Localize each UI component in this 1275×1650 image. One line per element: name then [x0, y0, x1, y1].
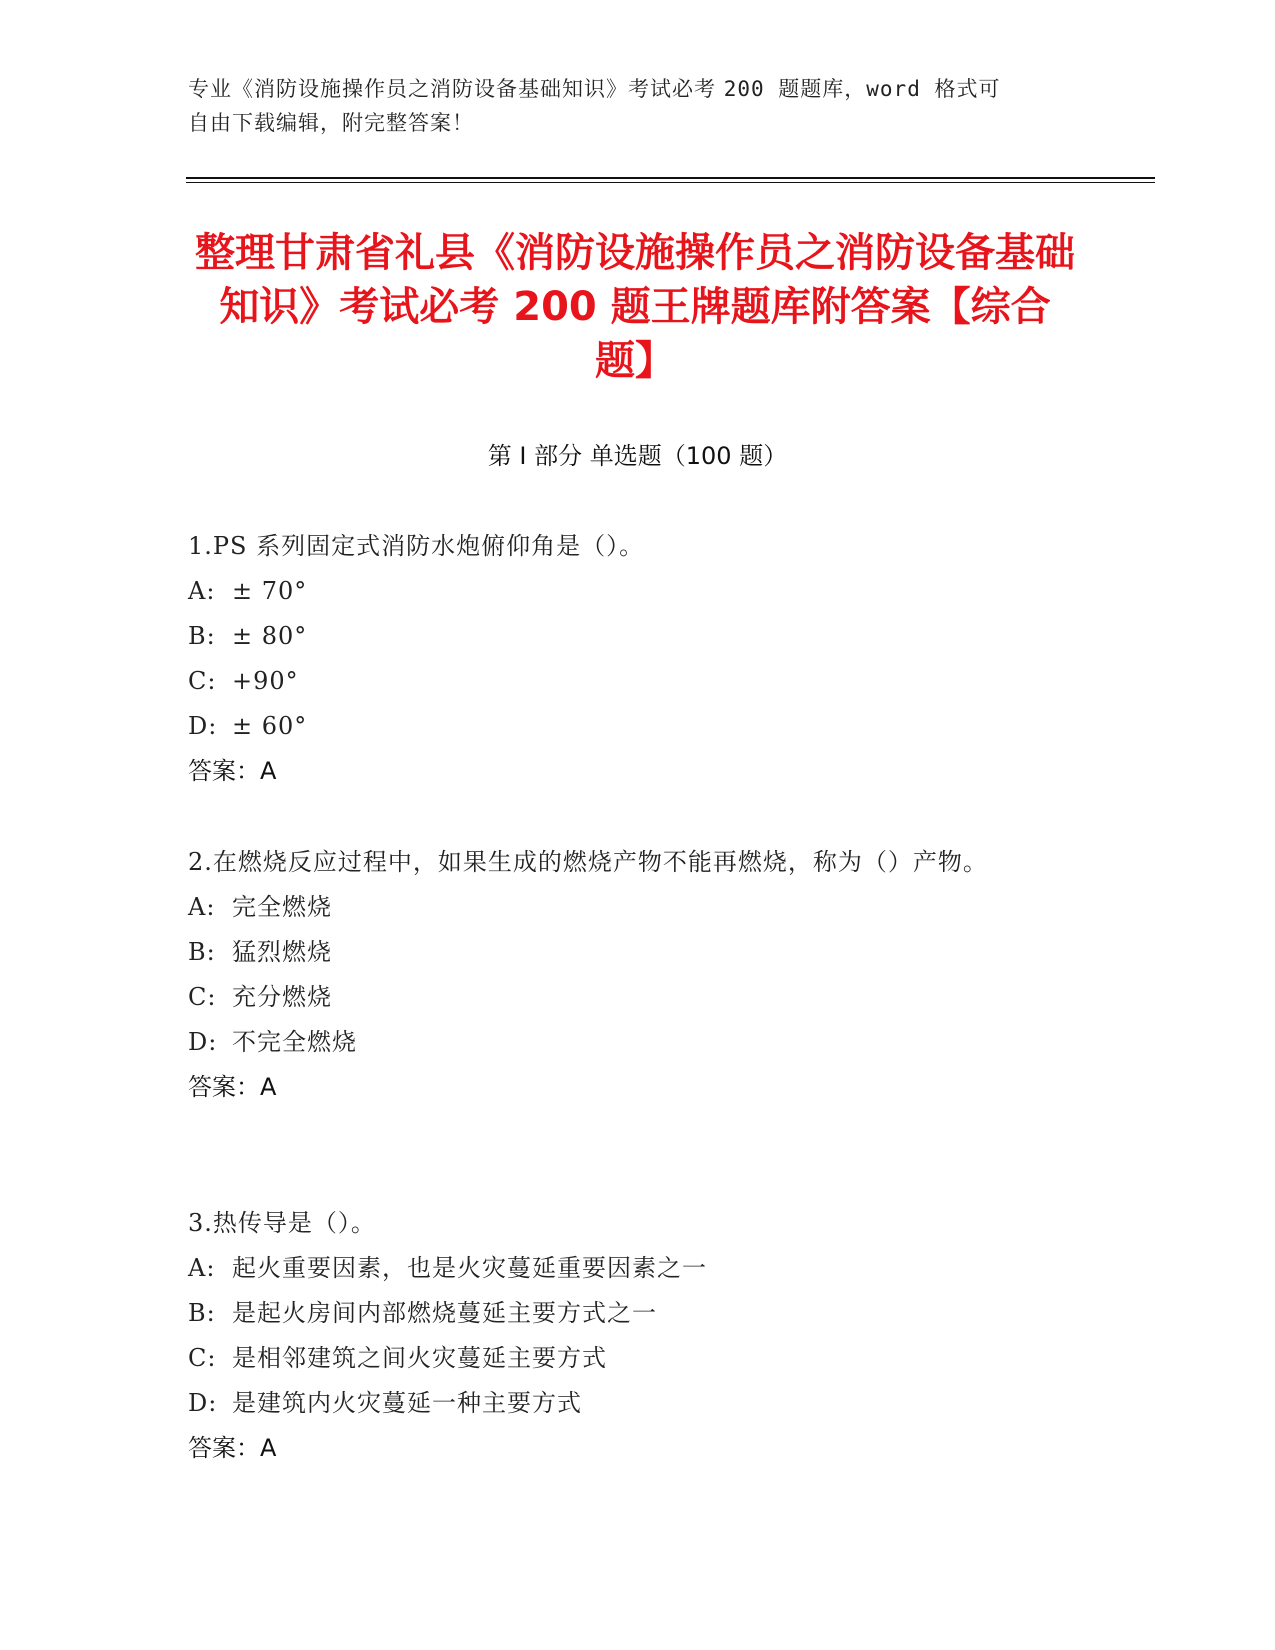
option-text: 完全燃烧 [232, 893, 332, 921]
option-label: C: [188, 983, 217, 1011]
answer: 答案：A [188, 1434, 277, 1462]
option-a [188, 569, 1068, 614]
option-label: A: [188, 893, 216, 921]
option-text: 是起火房间内部燃烧蔓延主要方式之一 [232, 1299, 657, 1327]
header-note-text: 题题库， [778, 77, 867, 101]
question-stem: 3.热传导是（）。 [188, 1209, 376, 1237]
answer: 答案：A [188, 1073, 277, 1101]
option-c [188, 659, 1068, 704]
option-text: ± 60° [232, 712, 308, 740]
option-text: ± 70° [232, 577, 308, 605]
header-divider-thick [186, 177, 1155, 179]
header-note [188, 72, 1068, 140]
option-text: 不完全燃烧 [232, 1028, 357, 1056]
option-label: D: [188, 1028, 218, 1056]
question-2 [188, 840, 1068, 1110]
question-1 [188, 524, 1068, 794]
option-d [188, 1381, 1068, 1426]
option-b [188, 930, 1068, 975]
option-label: B: [188, 938, 216, 966]
answer: 答案：A [188, 757, 277, 785]
section-heading: 第 I 部分 单选题（100 题） [487, 442, 788, 470]
header-note-format: word [866, 77, 935, 101]
option-d [188, 704, 1068, 749]
option-label: A: [188, 1254, 216, 1282]
header-note-line-1 [188, 72, 1068, 106]
header-note-text: 格式可 [934, 77, 1001, 101]
option-text: 是建筑内火灾蔓延一种主要方式 [232, 1389, 582, 1417]
header-note-text: 专业《消防设施操作员之消防设备基础知识》考试必考 [188, 77, 724, 101]
option-label: D: [188, 1389, 218, 1417]
option-label: D: [188, 712, 218, 740]
option-a [188, 885, 1068, 930]
document-title: 整理甘肃省礼县《消防设施操作员之消防设备基础知识》考试必考 200 题王牌题库附答案【综合题】 [195, 230, 1075, 384]
header-note-count: 200 [723, 77, 779, 101]
option-d [188, 1020, 1068, 1065]
option-label: C: [188, 1344, 217, 1372]
option-c [188, 1336, 1068, 1381]
header-divider-thin [186, 182, 1155, 183]
option-a [188, 1246, 1068, 1291]
option-label: C: [188, 667, 217, 695]
option-text: 起火重要因素，也是火灾蔓延重要因素之一 [232, 1254, 707, 1282]
option-b [188, 1291, 1068, 1336]
option-b [188, 614, 1068, 659]
option-label: B: [188, 622, 216, 650]
option-text: ± 80° [232, 622, 308, 650]
option-text: 充分燃烧 [232, 983, 332, 1011]
question-stem: 2.在燃烧反应过程中，如果生成的燃烧产物不能再燃烧，称为（）产物。 [188, 848, 988, 876]
option-label: A: [188, 577, 216, 605]
option-c [188, 975, 1068, 1020]
option-text: 猛烈燃烧 [232, 938, 332, 966]
option-text: 是相邻建筑之间火灾蔓延主要方式 [232, 1344, 607, 1372]
question-3 [188, 1201, 1068, 1471]
header-note-line-2: 自由下载编辑，附完整答案！ [188, 111, 474, 135]
option-label: B: [188, 1299, 216, 1327]
option-text: +90° [232, 667, 299, 695]
question-stem: 1.PS 系列固定式消防水炮俯仰角是（）。 [188, 532, 645, 560]
